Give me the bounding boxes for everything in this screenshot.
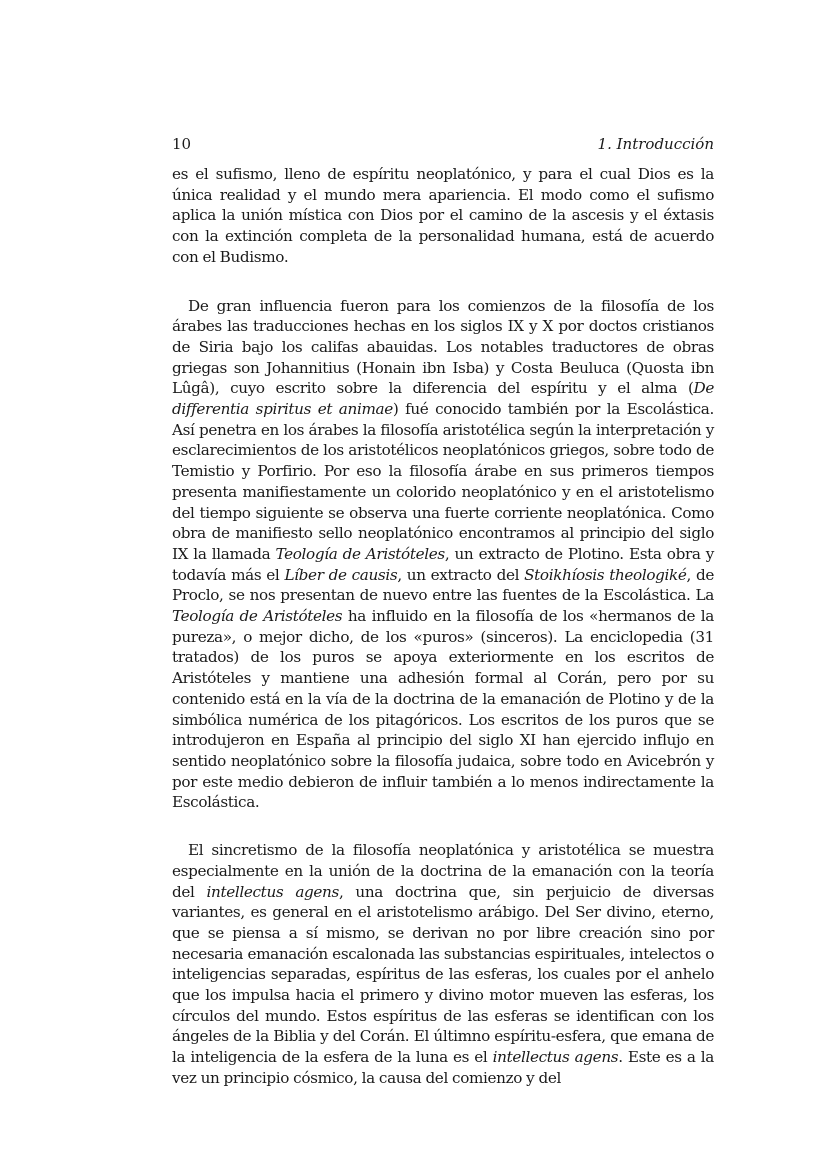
work-title: Teología de Aristóteles (275, 544, 445, 563)
text-segment: es el sufismo, lleno de espíritu neoplatónico, y para el cual Dios es la única realidad y el mundo mera apariencia. El modo como el sufismo aplica la unión mística con Dios por el camino de la ascesis y el éxtasis con la extinción completa de la personalidad humana, está de acuerdo con el Budismo. (172, 165, 714, 266)
latin-term: intellectus agens (492, 1048, 619, 1067)
work-title: Líber de causis (284, 565, 398, 584)
latin-title: De differentia spiritus et animae (172, 379, 714, 419)
running-head (172, 133, 714, 155)
book-page (172, 133, 714, 1089)
text-segment: El sincretismo de la filosofía neoplatónica y aristotélica se muestra especialmente en la unión de la doctrina de la emanación con la teoría del (172, 841, 714, 901)
section-title: 1. Introducción (597, 135, 714, 153)
text-segment: , un extracto del (397, 565, 525, 584)
latin-term: intellectus agens (206, 882, 339, 901)
text-segment: , de Proclo, se nos presentan de nuevo entre las fuentes de la Escolástica. La (172, 565, 715, 605)
text-segment: , un extracto de Plotino. Esta obra y todavía más el (172, 544, 715, 584)
paragraph-3 (172, 840, 714, 1088)
work-title: Teología de Aristóteles (172, 607, 343, 626)
text-segment: . Este es a la vez un principio cósmico, la causa del comienzo y del (172, 1048, 715, 1087)
paragraph-2 (172, 296, 714, 814)
text-segment: ha influido en la filosofía de los «hermanos de la pureza», o mejor dicho, de los «puros» (sinceros). La enciclopedia (31 tratados) de los puros se apoya exteriormente en los escritos de Aristóteles y mantiene una adhesión formal al Corán, pero por su contenido está en la vía de la doctrina de la emanación de Plotino y de la simbólica numérica de los pitagóricos. Los escritos de los puros que se introdujeron en España al principio del siglo XI han ejercido influjo en sentido neoplatónico sobre la filosofía judaica, sobre todo en Avicebrón y por este medio debieron de influir también a lo menos indirectamente la Escolástica. (172, 607, 714, 812)
text-segment: De gran influencia fueron para los comienzos de la filosofía de los árabes las traducciones hechas en los siglos IX y X por doctos cristianos de Siria bajo los califas abauidas. Los notables traductores de obras griegas son Johannitius (Honain ibn Isba) y Costa Beuluca (Quosta ibn Lûgâ), cuyo escrito sobre la diferencia del espíritu y el alma ( (172, 296, 714, 398)
text-segment: ) fué conocido también por la Escolástica. Así penetra en los árabes la filosofía aristotélica según la interpretación y esclarecimientos de los aristotélicos neoplatónicos griegos, sobre todo de Temistio y Porfirio. Por eso la filosofía árabe en sus primeros tiempos presenta manifiestamente un colorido neoplatónico y en el aristotelismo del tiempo siguiente se observa una fuerte corriente neoplatónica. Como obra de manifiesto sello neoplatónico encontramos al principio del siglo IX la llamada (172, 400, 714, 563)
page-number: 10 (172, 135, 192, 153)
text-segment: , una doctrina que, sin perjuicio de diversas variantes, es general en el aristotelismo arábigo. Del Ser divino, eterno, que se piensa a sí mismo, se derivan no por libre creación sino por necesaria emanación escalonada las substancias espirituales, intelectos o inteligencias separadas, espíritus de las esferas, los cuales por el anhelo que los impulsa hacia el primero y divino motor mueven las esferas, los círculos del mundo. Estos espíritus de las esferas se identifican con los ángeles de la Biblia y del Corán. El últimno espíritu-esfera, que emana de la inteligencia de la esfera de la luna es el (172, 882, 714, 1067)
paragraph-1 (172, 164, 714, 268)
work-title: Stoikhíosis theologiké (524, 565, 687, 584)
